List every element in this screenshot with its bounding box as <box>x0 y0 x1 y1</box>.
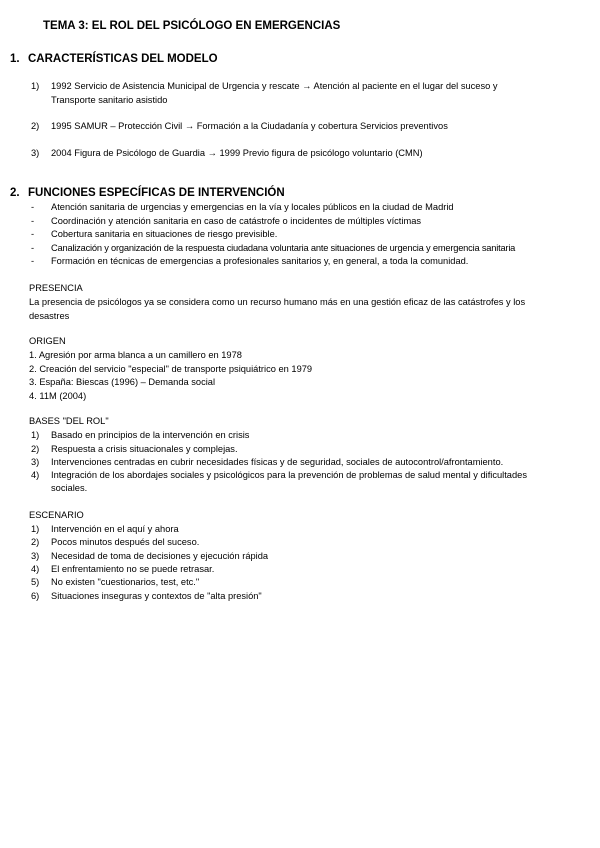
item-text: Situaciones inseguras y contextos de "alta presión" <box>51 590 262 601</box>
presencia-line: La presencia de psicólogos ya se considera como un recurso humano más en una gestión eficaz de las catástrofes y los <box>29 297 526 307</box>
list-item <box>31 469 591 497</box>
item-number: 2) <box>31 443 40 454</box>
document-title: TEMA 3: EL ROL DEL PSICÓLOGO EN EMERGENCIAS <box>43 20 341 32</box>
section-1-title: CARACTERÍSTICAS DEL MODELO <box>28 53 218 65</box>
item-text: Pocos minutos después del suceso. <box>51 537 200 548</box>
list-item <box>31 536 591 550</box>
item-text: No existen "cuestionarios, test, etc." <box>51 577 200 588</box>
list-item: 2. Creación del servicio "especial" de transporte psiquiátrico en 1979 <box>29 363 313 374</box>
bullet-text: Atención sanitaria de urgencias y emergencias en la vía y locales públicos en la ciudad de Madrid <box>51 202 454 212</box>
section-2-heading <box>10 187 285 199</box>
bullet-text: Cobertura sanitaria en situaciones de riesgo previsible. <box>51 229 278 239</box>
item-number: 2) <box>31 121 40 131</box>
bullet-text: Canalización y organización de la respuesta ciudadana voluntaria ante situaciones de urgencia y emergencia sanitaria <box>51 242 516 253</box>
list-item: 3. España: Biescas (1996) – Demanda social <box>29 377 216 387</box>
presencia-label: PRESENCIA <box>29 283 83 293</box>
origen-list <box>29 349 312 403</box>
list-item: 4. 11M (2004) <box>29 390 87 401</box>
item-text: Respuesta a crisis situacionales y complejas. <box>51 443 238 454</box>
list-item <box>31 120 591 134</box>
bullet-item <box>31 242 591 256</box>
list-item <box>31 80 591 108</box>
item-number: 4) <box>31 470 40 480</box>
bullet-text: Coordinación y atención sanitaria en caso de catástrofe o incidentes de múltiples víctimas <box>51 215 422 226</box>
section-1-heading <box>10 53 218 65</box>
item-text: 2004 Figura de Psicólogo de Guardia → 1999 Previo figura de psicólogo voluntario (CMN) <box>51 148 423 158</box>
item-number: 6) <box>31 590 40 601</box>
bullet-item <box>31 255 591 269</box>
bullet-dash: - <box>31 229 35 239</box>
list-item: 1. Agresión por arma blanca a un camillero en 1978 <box>29 350 242 360</box>
item-number: 1) <box>31 430 40 440</box>
item-number: 2) <box>31 537 40 548</box>
list-item <box>31 576 591 590</box>
bullet-item <box>31 201 591 215</box>
section-1-number: 1. <box>10 53 20 65</box>
item-number: 1) <box>31 81 40 91</box>
list-item <box>31 590 591 604</box>
item-number: 1) <box>31 524 40 534</box>
escenario-label: ESCENARIO <box>29 510 84 520</box>
presencia-line-continued: desastres <box>29 310 70 321</box>
item-text: Intervención en el aquí y ahora <box>51 524 179 534</box>
item-text: Basado en principios de la intervención en crisis <box>51 430 250 440</box>
item-text-continued: sociales. <box>51 483 88 494</box>
item-number: 3) <box>31 457 40 467</box>
presencia-paragraph <box>29 296 577 323</box>
list-item <box>31 429 591 443</box>
list-item <box>31 550 591 564</box>
item-text: Integración de los abordajes sociales y psicológicos para la prevención de problemas de salud mental y dificultades <box>51 470 527 480</box>
item-number: 5) <box>31 577 40 588</box>
item-number: 3) <box>31 550 40 561</box>
item-text-continued: Transporte sanitario asistido <box>51 94 168 105</box>
section-2-title: FUNCIONES ESPECÍFICAS DE INTERVENCIÓN <box>28 187 285 199</box>
origen-label: ORIGEN <box>29 336 66 346</box>
bullet-dash: - <box>31 242 35 253</box>
list-item <box>31 147 591 161</box>
bullet-item <box>31 228 591 242</box>
list-item <box>31 443 591 457</box>
item-text: Intervenciones centradas en cubrir necesidades físicas y de seguridad, sociales de autocontrol/afrontamiento. <box>51 457 504 467</box>
list-item <box>31 523 591 537</box>
item-number: 4) <box>31 563 40 574</box>
bases-label: BASES "DEL ROL" <box>29 416 109 426</box>
bullet-dash: - <box>31 215 35 226</box>
list-item <box>31 563 591 577</box>
item-text: 1995 SAMUR – Protección Civil → Formación a la Ciudadanía y cobertura Servicios preventivos <box>51 121 448 131</box>
list-item <box>31 456 591 470</box>
bullet-text: Formación en técnicas de emergencias a profesionales sanitarios y, en general, a toda la comunidad. <box>51 256 469 266</box>
bullet-dash: - <box>31 256 35 266</box>
item-text: 1992 Servicio de Asistencia Municipal de Urgencia y rescate → Atención al paciente en el lugar del suceso y <box>51 81 498 91</box>
item-number: 3) <box>31 148 40 158</box>
bullet-item <box>31 215 591 229</box>
bullet-dash: - <box>31 202 35 212</box>
item-text: El enfrentamiento no se puede retrasar. <box>51 563 215 574</box>
section-2-number: 2. <box>10 187 20 199</box>
item-text: Necesidad de toma de decisiones y ejecución rápida <box>51 550 269 561</box>
